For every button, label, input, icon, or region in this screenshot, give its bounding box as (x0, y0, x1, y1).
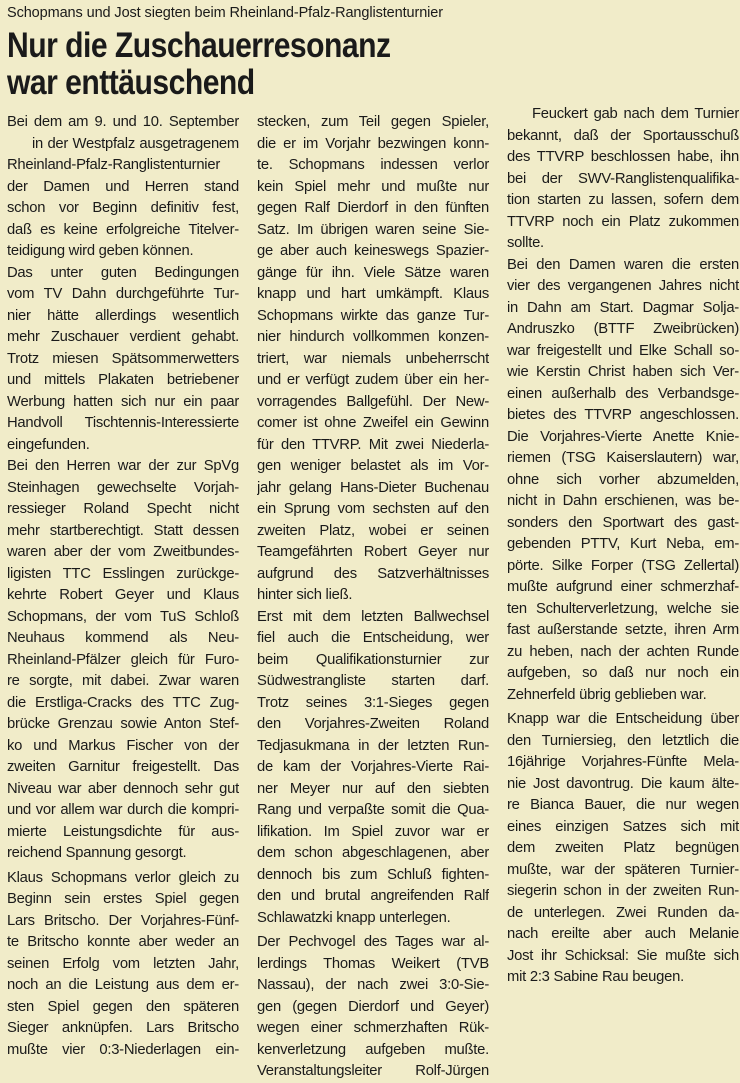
headline-line-1: Nur die Zuschauerresonanz (7, 27, 391, 64)
text-line: Tedjasukmana in der letzten Run- (257, 737, 489, 754)
text-line: und er verfügt zudem über ein her- (257, 372, 489, 388)
article-column-1 (7, 112, 239, 1061)
text-line: nach ereilte aber auch Melanie (507, 926, 739, 942)
text-line: Teamgefährten Robert Geyer nur (257, 544, 489, 560)
text-line: waren aber der vom Zweitbundes- (7, 544, 239, 560)
text-line: Der Pechvogel des Tages war al- (257, 934, 489, 950)
text-line: Schopmans, der vom TuS Schloß (7, 608, 239, 625)
text-line: nicht in Dahn erschienen, was be- (507, 493, 739, 509)
text-line: bietes des TTVRP angeschlossen. (507, 407, 739, 423)
text-line: zweiten Garnitur freigestellt. Das (7, 759, 239, 775)
text-line: Niveau war aber dennoch sehr gut (7, 780, 239, 797)
text-line: vier des vergangenen Jahres nicht (507, 278, 739, 294)
text-line: in der Westpfalz ausgetragenem (32, 135, 239, 152)
text-line: sollte. (507, 235, 544, 251)
text-line: vom TV Dahn durchgeführte Tur- (7, 286, 239, 302)
text-line: Rang und verpaßte somit die Qua- (257, 802, 489, 818)
text-line: ko und Markus Fischer von der (7, 737, 239, 754)
text-line: Schlawatzki knapp unterlegen. (257, 909, 451, 926)
text-line: fiel auch die Entscheidung, wer (257, 630, 489, 646)
text-line: Andruszko (BTTF Zweibrücken) (507, 321, 739, 337)
text-line: re Bianca Bauer, die nur wegen (507, 797, 739, 813)
text-line: noch an die Leistung aus dem er- (7, 977, 239, 993)
text-line: Südwestrangliste starten darf. (257, 673, 489, 689)
text-line: riemen (TSG Kaiserslautern) war, (507, 450, 739, 466)
text-line: nier hätte allerdings wesentlich (7, 307, 239, 324)
text-line: bekannt, daß der Sportausschuß (507, 127, 739, 144)
text-line: de unterlegen. Zwei Runden da- (507, 904, 739, 921)
text-line: mierte Leistungsdichte für aus- (7, 823, 239, 840)
text-line: den Vorjahres-Zweiten Roland (257, 716, 489, 732)
text-line: ein Sprung vom sechsten auf den (257, 501, 489, 517)
article-column-2 (257, 112, 489, 1083)
text-line: zu heben, nach der achten Runde (507, 643, 739, 660)
text-line: und mittels Plakaten betriebener (7, 372, 239, 388)
text-line: Nassau), der nach zwei 3:0-Sie- (257, 977, 489, 993)
text-line: lerdings Thomas Weikert (TVB (257, 955, 489, 972)
text-line: vorragendes Ballgefühl. Der New- (257, 393, 489, 410)
text-line: brücke Grenzau sowie Anton Stef- (7, 716, 239, 732)
text-line: Zehnerfeld übrig geblieben war. (507, 686, 707, 703)
text-line: Die Vorjahres-Vierte Anette Knie- (507, 428, 739, 445)
text-line: Werbung hatten sich nur ein paar (7, 393, 239, 410)
text-line: Erst mit dem letzten Ballwechsel (257, 608, 489, 625)
text-line: fast außerstande setzte, ihren Arm (507, 622, 739, 638)
text-line: Klaus Schopmans verlor gleich zu (7, 869, 239, 886)
text-line: und vor allem war durch die kompri- (7, 802, 239, 818)
text-line: stecken, zum Teil gegen Spieler, (257, 114, 489, 130)
text-line: kenverletzung aufgeben mußte. (257, 1041, 489, 1058)
text-line: der Damen und Herren stand (7, 178, 239, 195)
text-line: te Britscho konnte aber weder an (7, 934, 239, 950)
article-column-3 (507, 104, 739, 989)
text-line: kehrte Robert Geyer und Klaus (7, 587, 239, 603)
text-line: war freigestellt und Elke Schall so- (507, 342, 739, 359)
text-line: siegerin schon in der zweiten Run- (507, 883, 739, 899)
text-line: te. Schopmans indessen verlor (257, 157, 489, 173)
text-line: Das unter guten Bedingungen (7, 264, 239, 281)
text-line: mit 2:3 Sabine Rau beugen. (507, 969, 684, 985)
text-line: Feuckert gab nach dem Turnier (532, 106, 739, 122)
text-line: ohne sich vorher abzumelden, (507, 471, 739, 488)
text-line: zweiten Platz, wobei er seinen (257, 522, 489, 539)
text-line: den und brutal angreifenden Ralf (257, 888, 489, 904)
text-line: dennoch bis zum Schluß fighten- (257, 866, 489, 883)
text-line: den Turniersieg, den letztlich die (507, 732, 739, 749)
text-line: eingefunden. (7, 436, 90, 453)
text-line: 16jährige Vorjahres-Fünfte Mela- (507, 754, 739, 770)
text-line: lifikation. Im Spiel zuvor war er (257, 823, 489, 840)
text-line: daß es keine erfolgreiche Titelver- (7, 221, 239, 238)
text-line: teidigung wird geben können. (7, 243, 194, 259)
text-line: die Erstliga-Cracks des TTC Zug- (7, 694, 239, 711)
text-line: mußte vier 0:3-Niederlagen ein- (7, 1041, 239, 1058)
text-line: kein Spiel mehr und mußte nur (257, 178, 489, 195)
text-line: aufgeben, so daß nur noch ein (507, 665, 739, 681)
text-line: gänge für ihn. Viele Sätze waren (257, 264, 489, 281)
text-line: knapp und hart umkämpft. Klaus (257, 286, 489, 302)
text-line: schon vor Beginn definitiv fest, (7, 200, 239, 216)
text-line: sonders den Sportwart des gast- (507, 514, 739, 531)
text-line: comer ist ohne Zweifel ein Gewinn (257, 415, 489, 431)
text-line: dem zweiten Platz begnügen (507, 840, 739, 856)
text-line: Trotz seines 3:1-Sieges gegen (257, 694, 489, 711)
text-line: Handvoll Tischtennis-Interessierte (7, 415, 239, 431)
text-line: ligisten TTC Esslingen zurückge- (7, 565, 239, 582)
text-line: sten Spiel gegen den späteren (7, 998, 239, 1015)
text-line: beim Qualifikationsturnier zur (257, 651, 489, 668)
text-line: wie Kerstin Christ haben sich Ver- (507, 364, 739, 380)
text-line: reichend Spannung gesorgt. (7, 845, 187, 861)
text-line: mehr startberechtigt. Statt dessen (7, 522, 239, 539)
text-line: pörte. Silke Forper (TSG Zellertal) (507, 557, 739, 574)
text-line: ner Meyer nur auf den siebten (257, 780, 489, 797)
text-line: mehr Zuschauer verdient gehabt. (7, 329, 239, 345)
text-line: dem schon abgeschlagenen, aber (257, 845, 489, 861)
text-line: Bei dem am 9. und 10. September (7, 114, 239, 130)
kicker-line: Schopmans und Jost siegten beim Rheinland-Pfalz-Ranglistenturnier (7, 5, 443, 21)
text-line: gen (gegen Dierdorf und Geyer) (257, 998, 489, 1015)
text-line: triert, war niemals unbeherrscht (257, 350, 489, 367)
text-line: de kam der Vorjahres-Vierte Rai- (257, 759, 489, 775)
text-line: gegen Ralf Dierdorf in den fünften (257, 200, 489, 216)
text-line: Schopmans wirkte das ganze Tur- (257, 307, 489, 324)
text-line: die er im Vorjahr bezwingen konn- (257, 135, 489, 152)
text-line: ressieger Roland Specht nicht (7, 501, 239, 517)
text-line: Beginn sein erstes Spiel gegen (7, 891, 239, 907)
text-line: aufgrund des Satzverhältnisses (257, 565, 489, 582)
text-line: eines einzigen Satzes sich mit (507, 818, 739, 835)
text-line: nie Jost davontrug. Die kaum älte- (507, 775, 739, 792)
text-line: gebenden PTTV, Kurt Neba, em- (507, 536, 739, 552)
text-line: Veranstaltungsleiter Rolf-Jürgen (257, 1063, 489, 1079)
text-line: für den TTVRP. Mit zwei Niederla- (257, 436, 489, 453)
text-line: mußte aufgrund einer schmerzhaf- (507, 579, 739, 595)
text-line: seinen Erfolg vom letzten Jahr, (7, 955, 239, 972)
text-line: in Dahn am Start. Dagmar Solja- (507, 299, 739, 316)
text-line: gen weniger belastet als im Vor- (257, 458, 489, 474)
text-line: hinter sich ließ. (257, 587, 353, 603)
text-line: TTVRP noch ein Platz zukommen (507, 213, 739, 230)
text-line: re sorgte, mit dabei. Zwar waren (7, 673, 239, 689)
text-line: Bei den Herren war der zur SpVg (7, 458, 239, 474)
text-line: jahr gelang Hans-Dieter Buchenau (257, 479, 489, 496)
text-line: Bei den Damen waren die ersten (507, 256, 739, 273)
headline-line-2: war enttäuschend (7, 64, 255, 101)
text-line: Satz. Im übrigen waren seine Sie- (257, 221, 489, 238)
text-line: Neuhaus kommend als Neu- (7, 630, 239, 646)
text-line: nier hindurch vollkommen konzen- (257, 329, 489, 345)
text-line: ge aber auch keineswegs Spazier- (257, 243, 489, 259)
text-line: einen außerhalb des Verbandsge- (507, 385, 739, 402)
headline (7, 27, 391, 101)
text-line: wegen einer schmerzhaften Rük- (257, 1020, 489, 1036)
text-line: Lars Britscho. Der Vorjahres-Fünf- (7, 912, 239, 929)
text-line: Sieger anknüpfen. Lars Britscho (7, 1020, 239, 1036)
text-line: Rheinland-Pfälzer gleich für Furo- (7, 651, 239, 668)
text-line: Trotz miesen Spätsommerwetters (7, 350, 239, 367)
text-line: tion starten zu lassen, sofern dem (507, 192, 739, 208)
text-line: ten Schulterverletzung, welche sie (507, 600, 739, 617)
text-line: Knapp war die Entscheidung über (507, 711, 739, 727)
text-line: Rheinland-Pfalz-Ranglistenturnier (7, 157, 220, 173)
text-line: mußte, war der späteren Turnier- (507, 861, 739, 878)
text-line: des TTVRP beschlossen habe, ihn (507, 149, 739, 165)
text-line: bei der SWV-Ranglistenqualifika- (507, 170, 739, 187)
text-line: Steinhagen gewechselte Vorjah- (7, 479, 239, 496)
text-line: Jost ihr Schicksal: Sie mußte sich (507, 947, 739, 964)
